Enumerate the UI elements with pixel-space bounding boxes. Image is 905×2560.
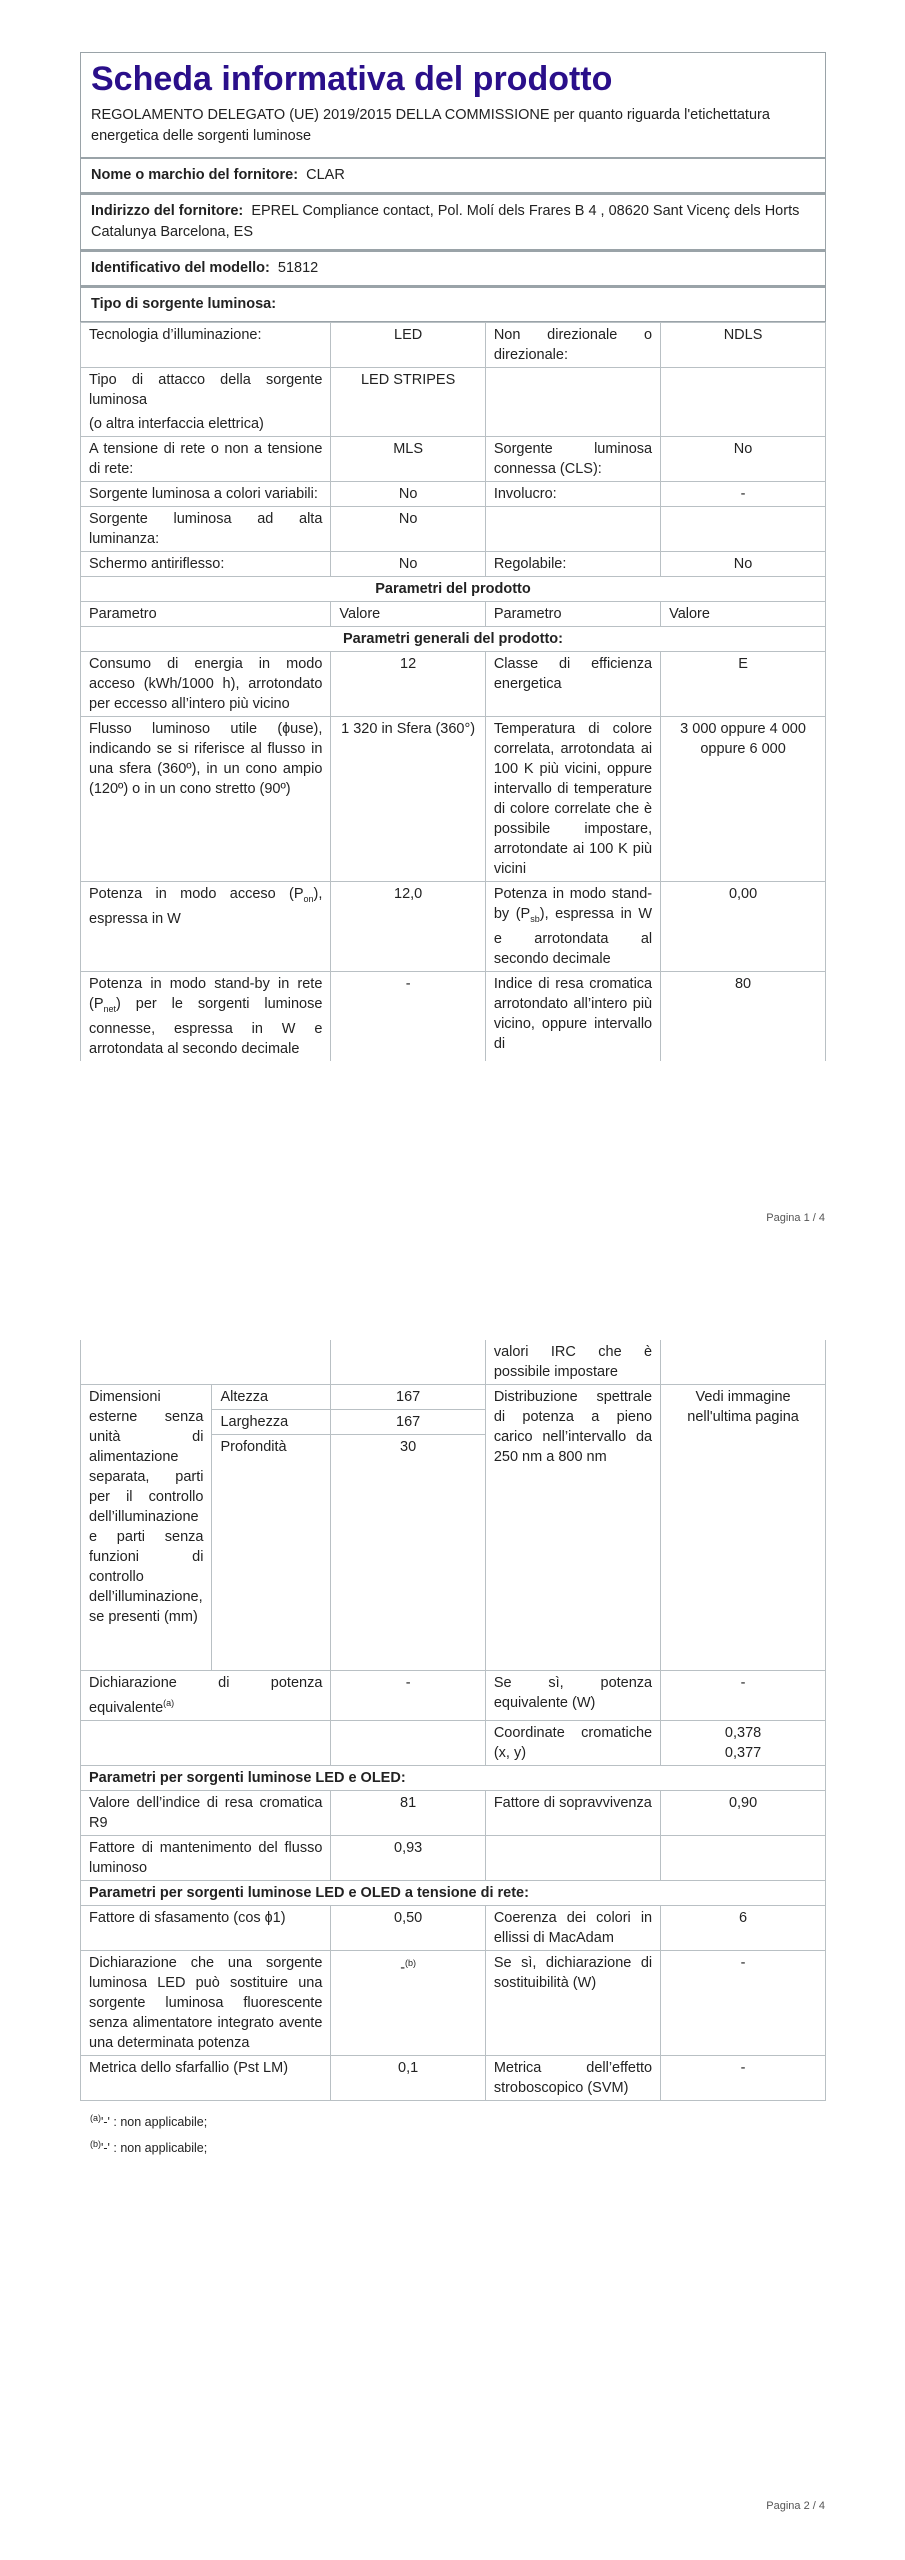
table-row xyxy=(81,507,826,552)
svm-label: Metrica dell’effetto stroboscopico (SVM) xyxy=(485,2055,660,2100)
pon-subscript: on xyxy=(303,893,314,904)
cap-value: LED STRIPES xyxy=(331,368,485,437)
table-row xyxy=(81,323,826,368)
nondir-label: Non direzionale o direzionale: xyxy=(485,323,660,368)
equivalent-power-w-value: - xyxy=(661,1671,826,1721)
displacement-label: Fattore di sfasamento (cos ɸ1) xyxy=(81,1905,331,1950)
pnet-label-b: ) per le sorgenti luminose connesse, espressa in W e arrotondata al secondo decimale xyxy=(89,995,323,1057)
chromaticity-value xyxy=(661,1720,826,1765)
tech-value: LED xyxy=(331,323,485,368)
empty-cell xyxy=(661,507,826,552)
supplier-row xyxy=(80,157,826,193)
color-label: Sorgente luminosa a colori variabili: xyxy=(81,482,331,507)
high-luminance-value: No xyxy=(331,507,485,552)
footnote-b-marker: (b) xyxy=(90,2138,101,2149)
pon-label-b: ), espressa in W xyxy=(89,886,323,927)
footnote-b-text: '-' : non applicabile; xyxy=(101,2141,208,2156)
footnote-a xyxy=(80,2107,826,2133)
regulation-text: REGOLAMENTO DELEGATO (UE) 2019/2015 DELLA COMMISSIONE per quanto riguarda l'etichettatura energetica delle sorgenti luminose xyxy=(91,107,770,144)
chromaticity-y: 0,377 xyxy=(724,1744,762,1761)
cri-value: 80 xyxy=(661,971,826,1060)
col-header: Valore xyxy=(661,602,826,627)
table-row xyxy=(81,652,826,717)
empty-cell xyxy=(661,1835,826,1880)
pon-value: 12,0 xyxy=(331,882,485,972)
equivalent-power-w-label: Se sì, potenza equivalente (W) xyxy=(485,1671,660,1721)
cls-value: No xyxy=(661,437,826,482)
table-row xyxy=(81,1720,826,1765)
class-value: E xyxy=(661,652,826,717)
flicker-value: 0,1 xyxy=(331,2055,485,2100)
pnet-subscript: net xyxy=(103,1003,117,1014)
table-row xyxy=(81,1671,826,1721)
width-label: Larghezza xyxy=(212,1410,331,1435)
flux-label: Flusso luminoso utile (ɸuse), indicando se si riferisce al flusso in una sfera (360º), in un cono ampio (120º) o in un cono stretto (90º) xyxy=(81,717,331,882)
color-value: No xyxy=(331,482,485,507)
mains-value: MLS xyxy=(331,437,485,482)
spd-value: Vedi immagine nell'ultima pagina xyxy=(661,1385,826,1671)
model-label: Identificativo del modello: xyxy=(91,260,270,276)
empty-cell xyxy=(485,368,660,437)
cap-label-note: (o altra interfaccia elettrica) xyxy=(89,416,264,432)
footnote-ref-a: (a) xyxy=(163,1698,175,1708)
glare-label: Schermo antiriflesso: xyxy=(81,552,331,577)
height-value: 167 xyxy=(331,1385,485,1410)
replacement-label: Dichiarazione che una sorgente luminosa LED può sostituire una sorgente luminosa fluorescente senza alimentatore integrato avente una determinata potenza xyxy=(81,1950,331,2055)
empty-cell xyxy=(81,1340,331,1385)
table-row xyxy=(81,437,826,482)
model-row xyxy=(80,250,826,286)
cri-label-continued: valori IRC che è possibile impostare xyxy=(485,1340,660,1385)
table-row xyxy=(81,1765,826,1790)
table-row xyxy=(81,1950,826,2055)
table-row xyxy=(81,577,826,602)
maintenance-label: Fattore di mantenimento del flusso luminoso xyxy=(81,1835,331,1880)
product-table-2 xyxy=(80,1340,826,2101)
psb-value: 0,00 xyxy=(661,882,826,972)
r9-value: 81 xyxy=(331,1790,485,1835)
high-luminance-label: Sorgente luminosa ad alta luminanza: xyxy=(81,507,331,552)
table-row xyxy=(81,2055,826,2100)
replacement-value-text: - xyxy=(400,1959,406,1976)
tech-label: Tecnologia d’illuminazione: xyxy=(81,323,331,368)
maintenance-value: 0,93 xyxy=(331,1835,485,1880)
pon-label xyxy=(81,882,331,972)
table-row xyxy=(81,368,826,437)
equivalent-power-text: Dichiarazione di potenza equivalente xyxy=(89,1675,323,1716)
survival-value: 0,90 xyxy=(661,1790,826,1835)
equivalent-power-label xyxy=(81,1671,331,1721)
page-1 xyxy=(80,52,826,1061)
macadam-label: Coerenza dei colori in ellissi di MacAdam xyxy=(485,1905,660,1950)
height-label: Altezza xyxy=(212,1385,331,1410)
table-row xyxy=(81,717,826,882)
table-row xyxy=(81,1790,826,1835)
equivalent-power-value: - xyxy=(331,1671,485,1721)
empty-cell xyxy=(331,1720,485,1765)
table-row xyxy=(81,971,826,1060)
cls-label: Sorgente luminosa connessa (CLS): xyxy=(485,437,660,482)
product-params-header: Parametri del prodotto xyxy=(81,577,826,602)
page-title: Scheda informativa del prodotto xyxy=(91,60,613,98)
address-value: EPREL Compliance contact, Pol. Molí dels Frares B 4 , 08620 Sant Vicenç dels Horts Catalunya Barcelona, ES xyxy=(91,203,800,240)
energy-value: 12 xyxy=(331,652,485,717)
sheet-header xyxy=(80,52,826,157)
source-type-row xyxy=(80,286,826,322)
table-row xyxy=(81,1905,826,1950)
led-params-header: Parametri per sorgenti luminose LED e OLED: xyxy=(81,1765,826,1790)
source-type-label: Tipo di sorgente luminosa: xyxy=(91,296,277,312)
table-row xyxy=(81,1340,826,1385)
replacement-w-label: Se sì, dichiarazione di sostituibilità (W) xyxy=(485,1950,660,2055)
dimmable-value: No xyxy=(661,552,826,577)
cct-value: 3 000 oppure 4 000 oppure 6 000 xyxy=(661,717,826,882)
pon-label-a: Potenza in modo acceso (P xyxy=(89,886,304,902)
replacement-value xyxy=(331,1950,485,2055)
class-label: Classe di efficienza energetica xyxy=(485,652,660,717)
mains-params-header: Parametri per sorgenti luminose LED e OLED a tensione di rete: xyxy=(81,1880,826,1905)
displacement-value: 0,50 xyxy=(331,1905,485,1950)
empty-cell xyxy=(485,1835,660,1880)
psb-label-a: Potenza in modo stand-by (P xyxy=(493,886,653,922)
cap-label xyxy=(81,368,331,437)
footnote-a-marker: (a) xyxy=(90,2112,101,2123)
table-row xyxy=(81,482,826,507)
dimensions-label: Dimensioni esterne senza unità di alimentazione separata, parti per il controllo dell’illuminazione e parti senza funzioni di controllo dell’illuminazione, se presenti (mm) xyxy=(81,1385,212,1671)
nondir-value: NDLS xyxy=(661,323,826,368)
svm-value: - xyxy=(661,2055,826,2100)
width-value: 167 xyxy=(331,1410,485,1435)
psb-subscript: sb xyxy=(530,913,540,924)
empty-cell xyxy=(661,368,826,437)
footnote-b xyxy=(80,2133,826,2159)
mains-label: A tensione di rete o non a tensione di rete: xyxy=(81,437,331,482)
cri-label: Indice di resa cromatica arrotondato all’intero più vicino, oppure intervallo di xyxy=(485,971,660,1060)
address-label: Indirizzo del fornitore: xyxy=(91,203,244,219)
energy-label: Consumo di energia in modo acceso (kWh/1000 h), arrotondato per eccesso all’intero più vicino xyxy=(81,652,331,717)
empty-cell xyxy=(661,1340,826,1385)
product-table-1 xyxy=(80,322,826,1061)
table-row xyxy=(81,1880,826,1905)
table-row xyxy=(81,552,826,577)
spd-label: Distribuzione spettrale di potenza a pieno carico nell’intervallo da 250 nm a 800 nm xyxy=(485,1385,660,1671)
depth-value: 30 xyxy=(331,1435,485,1671)
col-header: Parametro xyxy=(81,602,331,627)
envelope-label: Involucro: xyxy=(485,482,660,507)
empty-cell xyxy=(485,507,660,552)
col-header: Parametro xyxy=(485,602,660,627)
pnet-label-a: Potenza in modo stand-by in rete (P xyxy=(89,975,323,1012)
r9-label: Valore dell’indice di resa cromatica R9 xyxy=(81,1790,331,1835)
glare-value: No xyxy=(331,552,485,577)
replacement-w-value: - xyxy=(661,1950,826,2055)
model-value: 51812 xyxy=(277,260,319,276)
flux-value: 1 320 in Sfera (360°) xyxy=(331,717,485,882)
psb-label-b: ), espressa in W e arrotondata al secondo decimale xyxy=(493,906,653,967)
envelope-value: - xyxy=(661,482,826,507)
footnote-a-text: '-' : non applicabile; xyxy=(101,2114,208,2129)
address-row xyxy=(80,193,826,250)
chromaticity-label: Coordinate cromatiche (x, y) xyxy=(485,1720,660,1765)
table-row xyxy=(81,627,826,652)
cap-label-main: Tipo di attacco della sorgente luminosa xyxy=(89,372,323,408)
pnet-label xyxy=(81,971,331,1060)
footnote-ref-b: (b) xyxy=(405,1957,417,1968)
macadam-value: 6 xyxy=(661,1905,826,1950)
page-2-footer: Pagina 2 / 4 xyxy=(766,2500,825,2512)
cct-label: Temperatura di colore correlata, arrotondata ai 100 K più vicini, oppure intervallo di temperature di colore correlate che è possibile impostare, arrotondate ai 100 K più vicini xyxy=(485,717,660,882)
psb-label xyxy=(485,882,660,972)
supplier-value: CLAR xyxy=(306,167,345,183)
dimmable-label: Regolabile: xyxy=(485,552,660,577)
table-row xyxy=(81,1385,826,1410)
table-row xyxy=(81,882,826,972)
page-1-footer: Pagina 1 / 4 xyxy=(766,1212,825,1224)
general-params-header: Parametri generali del prodotto: xyxy=(81,627,826,652)
pnet-value: - xyxy=(331,971,485,1060)
flicker-label: Metrica dello sfarfallio (Pst LM) xyxy=(81,2055,331,2100)
survival-label: Fattore di sopravvivenza xyxy=(485,1790,660,1835)
col-header: Valore xyxy=(331,602,485,627)
page-2 xyxy=(80,1340,826,2159)
supplier-label: Nome o marchio del fornitore: xyxy=(91,167,299,183)
chromaticity-x: 0,378 xyxy=(724,1724,762,1741)
empty-cell xyxy=(331,1340,485,1385)
table-header-row xyxy=(81,602,826,627)
empty-cell xyxy=(81,1720,331,1765)
depth-label: Profondità xyxy=(212,1435,331,1671)
table-row xyxy=(81,1835,826,1880)
